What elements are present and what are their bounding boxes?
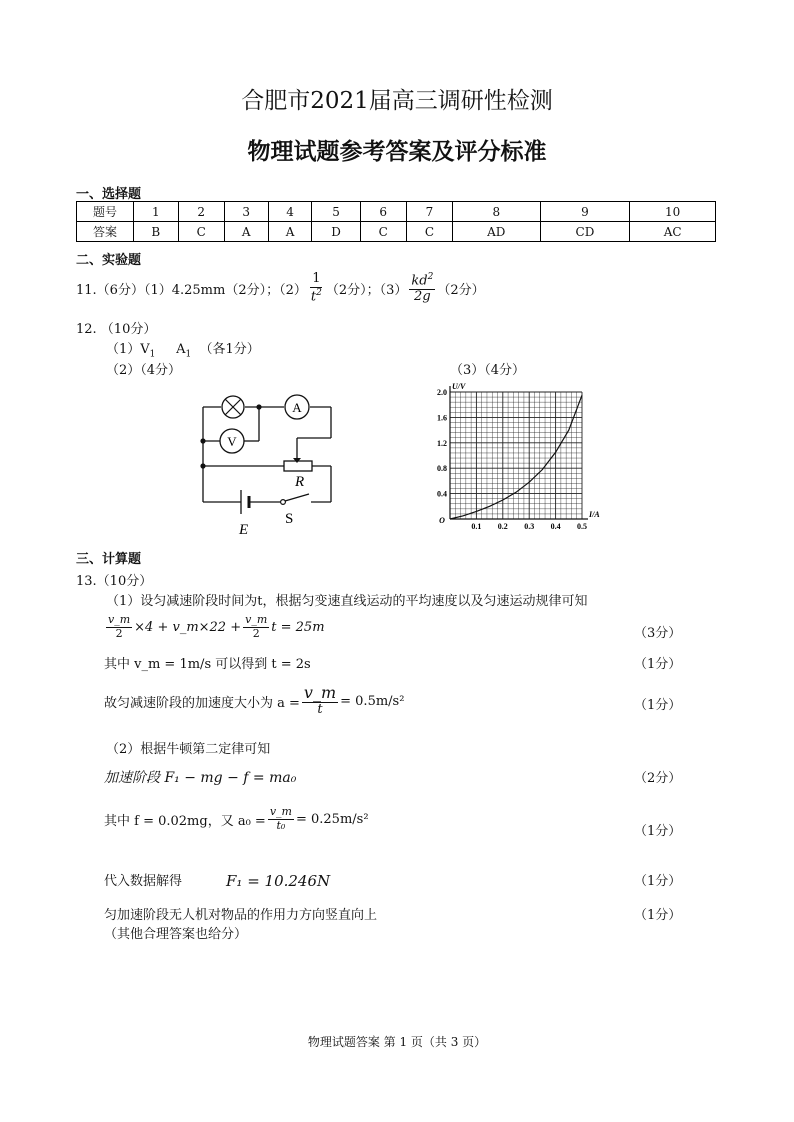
q11-answer bbox=[76, 272, 485, 305]
q13-eq5: 其中 f = 0.02mg，又 a₀ = $\frac{v\_m}{\text{t₀}}$ = 0.25m/s² bbox=[104, 805, 369, 832]
ammeter-icon bbox=[285, 395, 309, 419]
score-label: （1分） bbox=[634, 874, 682, 889]
page-subtitle: 物理试题参考答案及评分标准 bbox=[247, 138, 547, 165]
table-cell: 8 bbox=[453, 202, 541, 222]
x-tick-label: 0.4 bbox=[550, 522, 561, 531]
fraction: $\frac{v\_m}{2}$ bbox=[108, 613, 131, 640]
origin-label: O bbox=[439, 516, 445, 525]
y-tick-label: 1.2 bbox=[437, 438, 447, 448]
chart-axes bbox=[450, 386, 588, 519]
q12-part3: （3）（4分） bbox=[450, 363, 526, 378]
score-label: （1分） bbox=[634, 657, 682, 672]
frac-denominator: $t^2$ bbox=[310, 287, 322, 305]
x-tick-label: 0.1 bbox=[471, 522, 482, 531]
page-footer: 物理试题答案 第 1 页（共 3 页） bbox=[307, 1035, 487, 1049]
q13-line4: （其他合理答案也给分） bbox=[104, 927, 248, 942]
y-tick-label: 0.8 bbox=[437, 464, 447, 474]
q13-eq4: 加速阶段 F₁ − mg − f = ma₀ bbox=[104, 770, 297, 786]
x-axis-label: I/A bbox=[589, 510, 600, 519]
x-tick-label: 0.5 bbox=[577, 522, 587, 531]
table-cell: 3 bbox=[224, 202, 268, 222]
table-cell: AD bbox=[453, 222, 541, 242]
table-cell: 4 bbox=[268, 202, 312, 222]
score-label: （1分） bbox=[634, 824, 682, 839]
table-cell: 7 bbox=[406, 202, 452, 222]
ui-graph bbox=[428, 374, 604, 534]
page-title: 合肥市2021届高三调研性检测 bbox=[241, 88, 553, 114]
table-cell: B bbox=[134, 222, 179, 242]
table-header-cell: 题号 bbox=[77, 202, 134, 222]
section-experiment-heading: 二、实验题 bbox=[76, 253, 142, 268]
frac-numerator: 1 bbox=[312, 271, 321, 286]
q12-part2: （2）（4分） bbox=[106, 363, 182, 378]
table-cell: D bbox=[312, 222, 360, 242]
q12-part1: $(1)V_1$ $A_1$ （各1分） bbox=[106, 342, 260, 360]
table-cell: 2 bbox=[178, 202, 224, 222]
table-cell: 6 bbox=[360, 202, 406, 222]
x-tick-label: 0.3 bbox=[524, 522, 535, 531]
q11-prefix: 11.（6分）（1）4.25mm（2分）；（2） bbox=[76, 283, 307, 299]
table-cell: 10 bbox=[630, 202, 716, 222]
q13-eq1: $\frac{v\_m}{2}$ ×4 + v_m×22 + $\frac{v\_m}{2}$ t = 25m bbox=[108, 613, 325, 640]
table-cell: AC bbox=[630, 222, 716, 242]
table-cell: C bbox=[178, 222, 224, 242]
q13-eq6: F₁ = 10.246N bbox=[226, 872, 331, 890]
score-label: （3分） bbox=[634, 626, 682, 641]
q13-line3: 匀加速阶段无人机对物品的作用力方向竖直向上 bbox=[104, 908, 378, 923]
chart-grid bbox=[450, 392, 582, 519]
y-axis-label: U/V bbox=[452, 382, 466, 391]
battery-label: E bbox=[239, 522, 249, 538]
table-cell: 5 bbox=[312, 202, 360, 222]
fraction: $\frac{v\_m}{2}$ bbox=[245, 613, 268, 640]
circuit-diagram bbox=[185, 386, 345, 542]
q13-line2: （2）根据牛顿第二定律可知 bbox=[106, 742, 271, 757]
q11-fraction-2 bbox=[409, 272, 435, 305]
table-header-cell: 答案 bbox=[77, 222, 134, 242]
svg-text:V: V bbox=[227, 434, 237, 449]
table-cell: 9 bbox=[540, 202, 630, 222]
svg-text:A: A bbox=[292, 400, 302, 415]
score-label: （1分） bbox=[634, 698, 682, 713]
table-cell: C bbox=[360, 222, 406, 242]
y-tick-label: 0.4 bbox=[437, 489, 447, 499]
battery-icon bbox=[241, 490, 249, 514]
resistor-label: R bbox=[295, 474, 305, 490]
frac-numerator: $kd^2$ bbox=[411, 272, 434, 289]
q13-line1: （1）设匀减速阶段时间为t，根据匀变速直线运动的平均速度以及匀速运动规律可知 bbox=[106, 594, 588, 609]
table-cell: 1 bbox=[134, 202, 179, 222]
q13-eq6-pre: 代入数据解得 bbox=[104, 874, 183, 889]
y-tick-label: 1.6 bbox=[437, 413, 447, 423]
table-row-answers bbox=[77, 222, 716, 242]
q11-fraction-1 bbox=[309, 272, 324, 305]
x-tick-label: 0.2 bbox=[497, 522, 508, 531]
table-cell: A bbox=[268, 222, 312, 242]
fraction: $\frac{v\_m}{\text{t₀}}$ bbox=[269, 805, 292, 832]
voltmeter-icon bbox=[220, 429, 244, 453]
answer-table bbox=[76, 201, 716, 242]
y-tick-label: 2.0 bbox=[437, 388, 447, 397]
section-calc-heading: 三、计算题 bbox=[76, 552, 142, 567]
q13-eq3: 故匀减速阶段的加速度大小为 a = $\frac{v\_m}{t}$ = 0.5m/s² bbox=[104, 683, 405, 718]
score-label: （1分） bbox=[634, 908, 682, 923]
table-cell: CD bbox=[540, 222, 630, 242]
score-label: （2分） bbox=[634, 771, 682, 786]
section-choice-heading: 一、选择题 bbox=[76, 187, 142, 202]
lamp-icon bbox=[222, 396, 244, 418]
q13-heading: 13.（10分） bbox=[76, 574, 153, 589]
frac-denominator: 2g bbox=[414, 289, 431, 305]
q13-eq2: 其中 v_m = 1m/s 可以得到 t = 2s bbox=[104, 657, 311, 672]
switch-icon bbox=[281, 494, 309, 504]
table-cell: A bbox=[224, 222, 268, 242]
table-row-numbers bbox=[77, 202, 716, 222]
rheostat-icon bbox=[284, 458, 312, 471]
series-line bbox=[450, 395, 582, 519]
q11-suffix: （2分） bbox=[437, 283, 485, 299]
switch-label: S bbox=[285, 511, 294, 527]
q11-mid: （2分）；（3） bbox=[325, 283, 408, 299]
fraction: $\frac{v\_m}{t}$ bbox=[303, 683, 337, 718]
table-cell: C bbox=[406, 222, 452, 242]
q12-heading: 12. （10分） bbox=[76, 322, 157, 337]
